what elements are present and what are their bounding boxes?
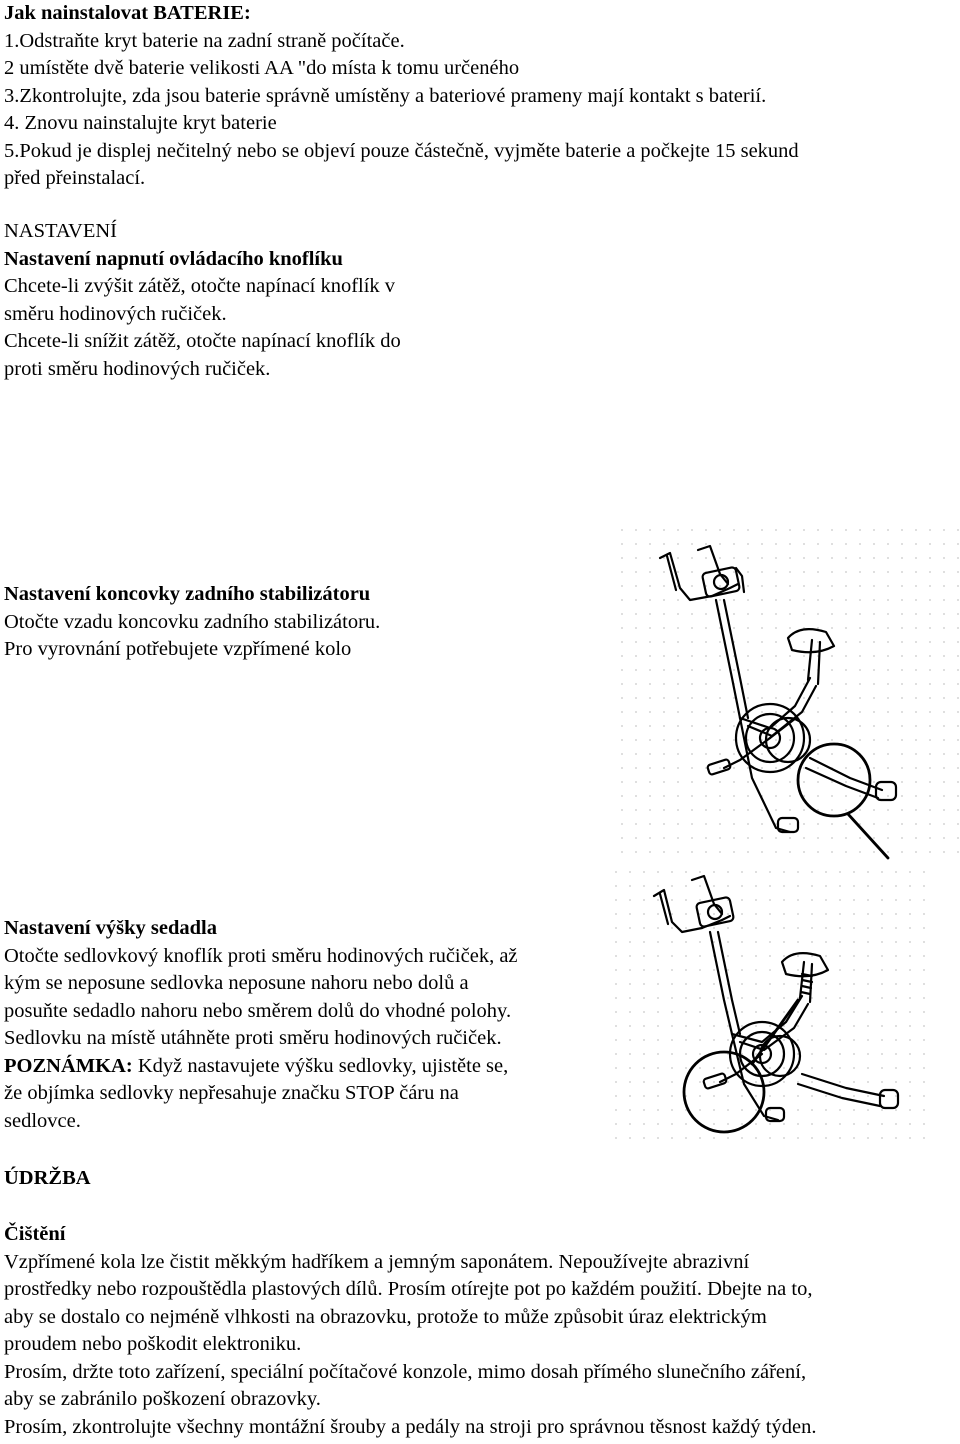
- battery-step-4: 4. Znovu nainstalujte kryt baterie: [4, 112, 277, 134]
- battery-step-3: 3.Zkontrolujte, zda jsou baterie správně umístěny a bateriové prameny mají kontakt s baterií.: [4, 84, 767, 107]
- battery-title: Jak nainstalovat BATERIE:: [4, 2, 251, 24]
- stabilizer-section: [4, 581, 380, 664]
- battery-section: [4, 0, 799, 193]
- note-label: POZNÁMKA:: [4, 1054, 133, 1077]
- cleaning-line-2: prostředky nebo rozpouštědla plastových dílů. Prosím otírejte pot po každém použití. Dbejte na to,: [4, 1278, 813, 1300]
- note-text: Když nastavujete výšku sedlovky, ujistěte se,: [132, 1054, 509, 1077]
- seat-note-line-3: sedlovce.: [4, 1109, 81, 1132]
- bike-stabilizer-illustration: [620, 528, 960, 860]
- seat-note: [4, 1053, 518, 1081]
- cleaning-subheading: Čištění: [4, 1223, 66, 1245]
- battery-step-5: 5.Pokud je displej nečitelný nebo se objeví pouze částečně, vyjměte baterie a počkejte 15 sekund: [4, 139, 799, 162]
- tension-line-2: směru hodinových ručiček.: [4, 302, 227, 325]
- maintenance-heading: ÚDRŽBA: [4, 1167, 91, 1189]
- cleaning-line-5: Prosím, držte toto zařízení, speciální počítačové konzole, mimo dosah přímého slunečního záření,: [4, 1360, 807, 1383]
- tension-line-3: Chcete-li snížit zátěž, otočte napínací knoflík do: [4, 330, 401, 352]
- cleaning-line-6: aby se zabránilo poškození obrazovky.: [4, 1388, 321, 1410]
- stabilizer-line-1: Otočte vzadu koncovku zadního stabilizátoru.: [4, 610, 381, 633]
- seat-note-line-2: že objímka sedlovky nepřesahuje značku STOP čáru na: [4, 1082, 459, 1104]
- setup-heading: NASTAVENÍ: [4, 220, 118, 242]
- cleaning-line-1: Vzpřímené kola lze čistit měkkým hadříkem a jemným saponátem. Nepoužívejte abrazivní: [4, 1250, 750, 1273]
- tension-subheading: Nastavení napnutí ovládacího knoflíku: [4, 247, 343, 270]
- maintenance-section: [4, 1221, 816, 1441]
- battery-step-5-cont: před přeinstalací.: [4, 167, 146, 189]
- maintenance-heading-block: [4, 1165, 91, 1193]
- battery-step-2: 2 umístěte dvě baterie velikosti AA "do místa k tomu určeného: [4, 57, 520, 79]
- battery-step-1: 1.Odstraňte kryt baterie na zadní straně počítače.: [4, 29, 405, 52]
- stabilizer-heading: Nastavení koncovky zadního stabilizátoru: [4, 583, 371, 605]
- seat-line-2: kým se neposune sedlovka neposune nahoru nebo dolů a: [4, 972, 469, 994]
- tension-line-1: Chcete-li zvýšit zátěž, otočte napínací knoflík v: [4, 275, 396, 297]
- tension-line-4: proti směru hodinových ručiček.: [4, 357, 271, 380]
- cleaning-line-7: Prosím, zkontrolujte všechny montážní šrouby a pedály na stroji pro správnou těsnost každý týden.: [4, 1415, 817, 1438]
- seat-section: [4, 915, 518, 1135]
- seat-line-3: posuňte sedadlo nahoru nebo směrem dolů do vhodné polohy.: [4, 999, 512, 1022]
- setup-section: [4, 218, 401, 383]
- stabilizer-line-2: Pro vyrovnání potřebujete vzpřímené kolo: [4, 638, 352, 660]
- bike-seat-illustration: [614, 870, 926, 1142]
- cleaning-line-4: proudem nebo poškodit elektroniku.: [4, 1333, 302, 1355]
- seat-line-4: Sedlovku na místě utáhněte proti směru hodinových ručiček.: [4, 1027, 502, 1049]
- seat-line-1: Otočte sedlovkový knoflík proti směru hodinových ručiček, až: [4, 944, 518, 967]
- cleaning-line-3: aby se dostalo co nejméně vlhkosti na obrazovku, protože to může způsobit úraz elektrickým: [4, 1305, 767, 1328]
- seat-heading: Nastavení výšky sedadla: [4, 917, 218, 939]
